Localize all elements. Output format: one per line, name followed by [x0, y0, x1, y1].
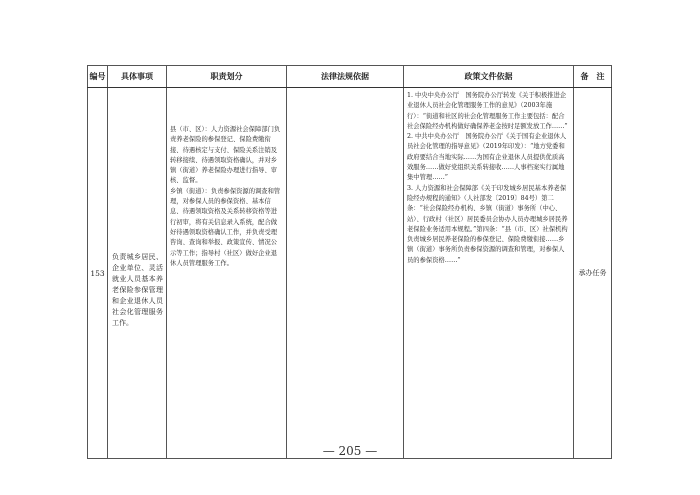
table-row [88, 88, 612, 459]
header-item: 具体事项 [108, 66, 167, 88]
header-row [88, 66, 612, 88]
row-law-cell [287, 88, 404, 459]
header-policy: 政策文件依据 [404, 66, 574, 88]
header-law: 法律法规依据 [287, 66, 404, 88]
page-number: — 205 — [322, 444, 378, 458]
row-number: 153 [88, 88, 108, 459]
responsibility-table [87, 65, 612, 459]
duty-county: 县（市、区）：人力资源社会保障部门负责养老保险的参保登记、保险费缴衔接、待遇核定与支付、保险关系注销及转移接续、待遇领取资格确认，并对乡镇（街道）养老保险办理进行指导、审核、监督。 [170, 126, 281, 185]
row-item-text: 负责城乡居民、企业单位、灵活就业人员基本养老保险参保管理和企业退休人员社会化管理服务工作。 [112, 253, 163, 327]
policy-item-1: 1. 中央中央办公厅 国务院办公厅转发《关于积极推进企业退休人员社会化管理服务工作的意见》（2003年施行）：“街道和社区的社会化管理服务工作主要包括：配合社会保险经办机构做好确保养老金按时足额发放工作……” [407, 92, 568, 130]
duty-township: 乡镇（街道）：负责参保资源的调查和管理，对参保人员的参保资格、基本信息、待遇领取资格及关系转移资格等进行初审，将有关信息录入系统，配合做好待遇领取资格确认工作，并负责受理咨询、查询和举报、政策宣传、情况公示等工作；指导村（社区）做好企业退休人员管理服务工作。 [170, 187, 281, 267]
row-item-cell [108, 88, 167, 459]
policy-item-2: 2. 中共中央办公厅 国务院办公厅《关于国有企业退休人员社会化管理的指导意见》（2019年印发）：“地方党委和政府要结合当地实际……为国有企业退休人员提供优质高效服务……做好党组织关系转接收……人事档案实行属地集中管理……” [407, 133, 567, 182]
header-duty: 职责划分 [167, 66, 287, 88]
row-duty-cell [167, 88, 287, 459]
header-note: 备 注 [574, 66, 612, 88]
policy-item-3: 3. 人力资源和社会保障部《关于印发城乡居民基本养老保险经办规程的通知》（人社部发〔2019〕84号）第二条：“社会保险经办机构、乡镇（街道）事务所（中心、站）、行政村（社区）居民委员会协办人员办理城乡居民养老保险业务适用本规程。”第四条：“县（市、区）社保机构负责城乡居民养老保险的参保登记、保险费缴衔接……乡镇（街道）事务所负责参保资源的调查和管理，对参保人员的参保资格……” [407, 184, 568, 264]
header-number: 编号 [88, 66, 108, 88]
row-note: 承办任务 [574, 88, 612, 459]
row-policy-cell [404, 88, 574, 459]
